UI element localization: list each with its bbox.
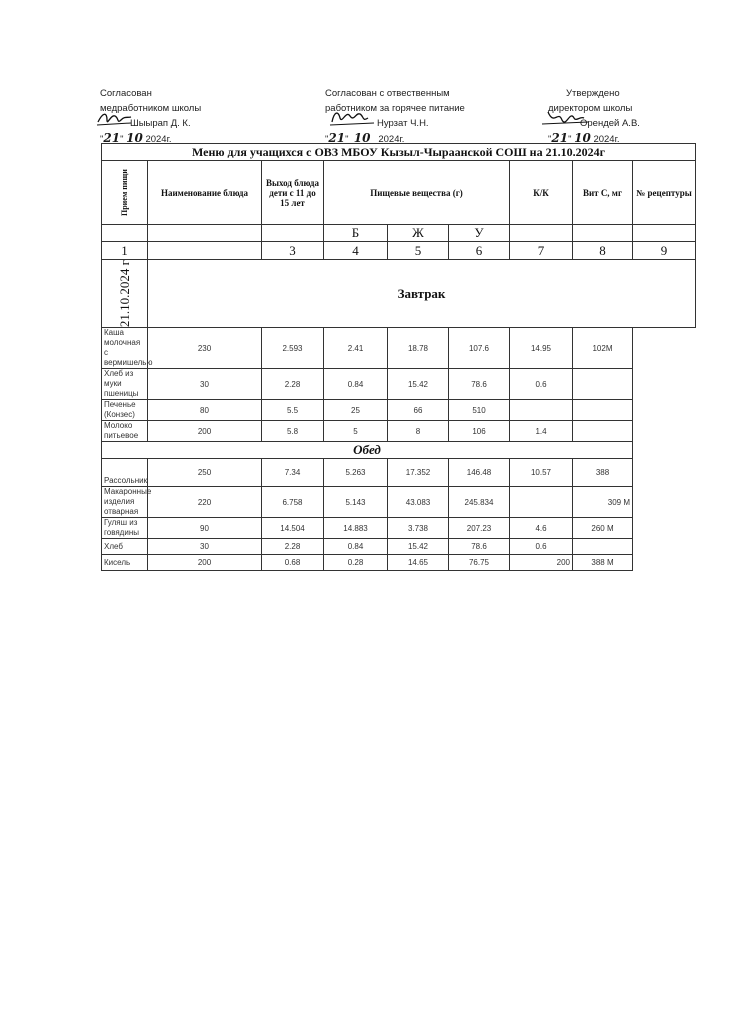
dish-name: Кисель bbox=[102, 555, 148, 571]
table-row bbox=[102, 487, 696, 518]
subheader-fat: Ж bbox=[388, 225, 449, 242]
header-meal: Прием пищи bbox=[102, 161, 148, 225]
section-lunch: Обед bbox=[102, 442, 633, 459]
dish-carbs: 15.42 bbox=[388, 539, 449, 555]
signature-left bbox=[95, 108, 135, 130]
dish-vitc bbox=[510, 400, 573, 421]
dish-carbs: 18.78 bbox=[388, 328, 449, 369]
dish-carbs: 8 bbox=[388, 421, 449, 442]
table-row bbox=[102, 539, 696, 555]
dish-name: Хлеб из муки пшеницы bbox=[102, 369, 148, 400]
date-vertical: 21.10.2024 г bbox=[116, 260, 132, 328]
approval-right-line1: Утверждено bbox=[566, 88, 620, 99]
dish-portion: 30 bbox=[148, 539, 262, 555]
dish-protein: 7.34 bbox=[262, 459, 324, 487]
dish-vitc: 0.6 bbox=[510, 539, 573, 555]
subheader-protein: Б bbox=[324, 225, 388, 242]
dish-carbs: 17.352 bbox=[388, 459, 449, 487]
dish-protein: 14.504 bbox=[262, 518, 324, 539]
menu-table bbox=[101, 143, 696, 571]
col-number: 1 bbox=[102, 242, 148, 260]
subheader-empty bbox=[262, 225, 324, 242]
dish-kcal: 78.6 bbox=[449, 539, 510, 555]
approval-right-date: "21" 10 2024г. bbox=[548, 131, 620, 145]
approval-middle-date: "21" 10 2024г. bbox=[325, 131, 405, 145]
approval-left-line2: медработником школы bbox=[100, 103, 202, 114]
menu-title: Меню для учащихся с ОВЗ МБОУ Кызыл-Чыраанской СОШ на 21.10.2024г bbox=[102, 144, 696, 161]
table-row bbox=[102, 518, 696, 539]
dish-fat: 25 bbox=[324, 400, 388, 421]
header-nutrients: Пищевые вещества (г) bbox=[324, 161, 510, 225]
dish-carbs: 66 bbox=[388, 400, 449, 421]
breakfast-rows bbox=[102, 328, 696, 442]
col-number: 9 bbox=[633, 242, 696, 260]
dish-protein: 5.5 bbox=[262, 400, 324, 421]
dish-recipe bbox=[573, 539, 633, 555]
dish-portion: 200 bbox=[148, 555, 262, 571]
dish-name: Макаронные изделия отварная bbox=[102, 487, 148, 518]
dish-carbs: 14.65 bbox=[388, 555, 449, 571]
dish-kcal: 106 bbox=[449, 421, 510, 442]
approval-right-name: Орендей А.В. bbox=[580, 118, 640, 129]
col-number: 8 bbox=[573, 242, 633, 260]
dish-fat: 5.263 bbox=[324, 459, 388, 487]
signature-middle bbox=[328, 106, 376, 130]
dish-fat: 5 bbox=[324, 421, 388, 442]
table-row bbox=[102, 421, 696, 442]
subheader-empty bbox=[573, 225, 633, 242]
dish-name: Каша молочная с вермишелью bbox=[102, 328, 148, 369]
dish-recipe: 388 bbox=[573, 459, 633, 487]
dish-fat: 0.84 bbox=[324, 539, 388, 555]
dish-kcal: 76.75 bbox=[449, 555, 510, 571]
subheader-empty bbox=[633, 225, 696, 242]
dish-kcal: 510 bbox=[449, 400, 510, 421]
dish-name: Рассольник bbox=[102, 459, 148, 487]
approval-left-line1: Согласован bbox=[100, 88, 152, 99]
dish-kcal: 146.48 bbox=[449, 459, 510, 487]
dish-fat: 0.84 bbox=[324, 369, 388, 400]
col-number: 5 bbox=[388, 242, 449, 260]
col-number-empty bbox=[148, 242, 262, 260]
dish-protein: 5.8 bbox=[262, 421, 324, 442]
dish-kcal: 78.6 bbox=[449, 369, 510, 400]
dish-fat: 0.28 bbox=[324, 555, 388, 571]
dish-kcal: 245.834 bbox=[449, 487, 510, 518]
approval-middle-line2: работником за горячее питание bbox=[325, 103, 465, 114]
dish-recipe: 102М bbox=[573, 328, 633, 369]
subheader-empty bbox=[510, 225, 573, 242]
dish-fat: 5.143 bbox=[324, 487, 388, 518]
col-number: 4 bbox=[324, 242, 388, 260]
table-row bbox=[102, 400, 696, 421]
dish-vitc: 200 bbox=[510, 555, 573, 571]
subheader-empty bbox=[148, 225, 262, 242]
dish-recipe bbox=[573, 369, 633, 400]
dish-protein: 6.758 bbox=[262, 487, 324, 518]
table-row bbox=[102, 459, 696, 487]
dish-portion: 230 bbox=[148, 328, 262, 369]
dish-portion: 200 bbox=[148, 421, 262, 442]
dish-portion: 220 bbox=[148, 487, 262, 518]
header-vitc: Вит С, мг bbox=[573, 161, 633, 225]
dish-name: Печенье (Конзес) bbox=[102, 400, 148, 421]
dish-vitc: 10.57 bbox=[510, 459, 573, 487]
approval-left-name: Шыырап Д. К. bbox=[130, 118, 191, 129]
dish-recipe bbox=[573, 400, 633, 421]
lunch-rows bbox=[102, 459, 696, 571]
dish-kcal: 207.23 bbox=[449, 518, 510, 539]
header-recipe: № рецептуры bbox=[633, 161, 696, 225]
header-portion: Выход блюда дети с 11 до 15 лет bbox=[262, 161, 324, 225]
col-number: 6 bbox=[449, 242, 510, 260]
dish-fat: 2.41 bbox=[324, 328, 388, 369]
dish-protein: 2.28 bbox=[262, 369, 324, 400]
dish-fat: 14.883 bbox=[324, 518, 388, 539]
dish-portion: 80 bbox=[148, 400, 262, 421]
dish-name: Молоко питьевое bbox=[102, 421, 148, 442]
header-kcal: К/К bbox=[510, 161, 573, 225]
table-row bbox=[102, 369, 696, 400]
dish-carbs: 15.42 bbox=[388, 369, 449, 400]
table-row bbox=[102, 555, 696, 571]
dish-protein: 0.68 bbox=[262, 555, 324, 571]
dish-recipe: 388 М bbox=[573, 555, 633, 571]
dish-carbs: 3.738 bbox=[388, 518, 449, 539]
dish-name: Гуляш из говядины bbox=[102, 518, 148, 539]
dish-recipe: 309 М bbox=[573, 487, 633, 518]
col-number: 3 bbox=[262, 242, 324, 260]
dish-vitc: 4.6 bbox=[510, 518, 573, 539]
dish-portion: 30 bbox=[148, 369, 262, 400]
date-cell bbox=[102, 260, 148, 328]
dish-carbs: 43.083 bbox=[388, 487, 449, 518]
dish-vitc: 1.4 bbox=[510, 421, 573, 442]
approval-right-line2: директором школы bbox=[548, 103, 633, 114]
subheader-empty bbox=[102, 225, 148, 242]
dish-vitc: 0.6 bbox=[510, 369, 573, 400]
dish-protein: 2.593 bbox=[262, 328, 324, 369]
dish-portion: 90 bbox=[148, 518, 262, 539]
section-breakfast: Завтрак bbox=[148, 260, 696, 328]
dish-name: Хлеб bbox=[102, 539, 148, 555]
signature-right bbox=[540, 106, 590, 130]
dish-recipe bbox=[573, 421, 633, 442]
approval-left-date: "21" 10 2024г. bbox=[100, 131, 172, 145]
subheader-carbs: У bbox=[449, 225, 510, 242]
dish-protein: 2.28 bbox=[262, 539, 324, 555]
table-row bbox=[102, 328, 696, 369]
col-number: 7 bbox=[510, 242, 573, 260]
dish-recipe: 260 М bbox=[573, 518, 633, 539]
dish-kcal: 107.6 bbox=[449, 328, 510, 369]
dish-vitc bbox=[510, 487, 573, 518]
header-dish: Наименование блюда bbox=[148, 161, 262, 225]
dish-vitc: 14.95 bbox=[510, 328, 573, 369]
dish-portion: 250 bbox=[148, 459, 262, 487]
approval-middle-line1: Согласован с отвественным bbox=[325, 88, 450, 99]
approval-middle-name: Нурзат Ч.Н. bbox=[377, 118, 429, 129]
